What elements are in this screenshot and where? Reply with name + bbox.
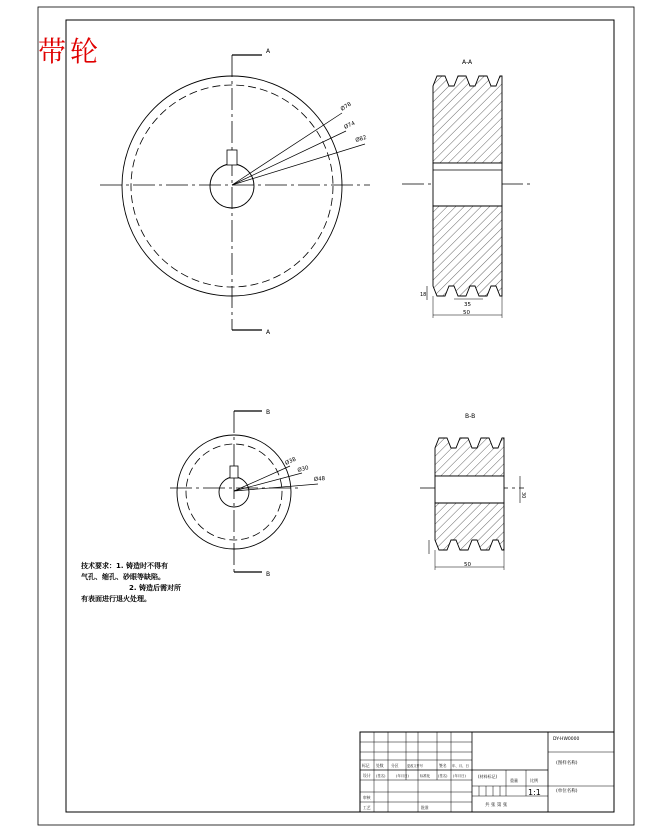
dim-flange: 18 — [420, 292, 427, 298]
dim-total-width: 50 — [463, 310, 470, 316]
tb-weight: 重量 — [510, 778, 518, 783]
tb-scale-label: 比例 — [530, 778, 538, 783]
section-letter-bottom-b: B — [266, 571, 271, 578]
dim-inner-label-b: Ø38 — [284, 456, 298, 467]
section-letter-bottom: A — [266, 329, 271, 336]
lower-rim — [433, 206, 502, 296]
tb-design-6: (年月日) — [453, 774, 466, 778]
inner-border — [66, 20, 614, 812]
top-section-view — [402, 59, 530, 318]
technical-notes — [81, 561, 191, 605]
bottom-section-view — [420, 413, 526, 570]
keyway-b — [230, 466, 238, 478]
tb-design-5: (签名) — [438, 774, 448, 778]
tb-design-4: 标准化 — [420, 774, 431, 778]
leader-inner — [232, 113, 342, 185]
hub-bore — [433, 163, 502, 206]
tb-approve: 批准 — [421, 805, 429, 810]
section-title-bb: B-B — [465, 413, 476, 420]
dim-outer-label-b: Ø48 — [313, 476, 326, 483]
dim-mid-label-b: Ø30 — [296, 465, 310, 474]
note-line-1: 技术要求：1. 铸造时不得有 — [81, 562, 168, 570]
bottom-front-view — [170, 409, 326, 578]
tb-check: 审核 — [363, 795, 371, 800]
dim-mid-label: Ø74 — [343, 120, 357, 131]
dim-inner-label: Ø78 — [339, 101, 353, 113]
section-title-aa: A-A — [462, 59, 473, 66]
tb-process: 工艺 — [363, 805, 371, 810]
tb-design-1: 设计 — [363, 773, 371, 778]
tb-design-3: (年月日) — [396, 774, 409, 778]
note-line-2: 气孔、缩孔、砂眼等缺陷。 — [81, 573, 165, 581]
note-line-3: 2. 铸造后需对所 — [129, 584, 181, 592]
tb-scale-value: 1:1 — [528, 788, 541, 797]
tb-design-2: (签名) — [376, 774, 386, 778]
tb-mark-1: 标记 — [362, 763, 370, 768]
tb-mark-6: 年、月、日 — [452, 764, 469, 768]
dim-bore: 30 — [520, 492, 526, 499]
keyway — [227, 150, 237, 165]
tb-mark-3: 分区 — [391, 763, 399, 768]
title-block — [360, 732, 614, 812]
tb-mark-2: 处数 — [376, 763, 384, 768]
leader-outer — [232, 144, 365, 185]
lower-rim-b — [435, 503, 504, 550]
drawing-title: 带轮 — [38, 35, 103, 68]
section-letter-top: A — [266, 48, 271, 55]
hub-bore-b — [435, 476, 504, 503]
dim-inner-width: 35 — [464, 302, 471, 308]
dim-outer-label: Ø82 — [354, 134, 368, 144]
upper-rim-b — [435, 438, 504, 476]
note-line-4: 有表面进行退火处理。 — [81, 595, 151, 603]
top-front-view — [100, 48, 370, 336]
tb-part-name: (图样名称) — [556, 761, 578, 766]
dim-total-width-b: 50 — [464, 562, 471, 568]
tb-sheet-info: 共 张 第 张 — [485, 803, 508, 808]
title-block-text — [362, 736, 579, 810]
tb-mark-5: 签名 — [439, 763, 447, 768]
tb-org: (单位名称) — [556, 789, 578, 794]
section-letter-top-b: B — [266, 409, 271, 416]
upper-rim — [433, 76, 502, 163]
tb-drawing-no: DY-HW0000 — [553, 737, 580, 742]
tb-mark-4: 更改文件号 — [407, 764, 423, 768]
outer-border — [38, 7, 634, 825]
tb-material: (材料标记) — [478, 774, 498, 779]
